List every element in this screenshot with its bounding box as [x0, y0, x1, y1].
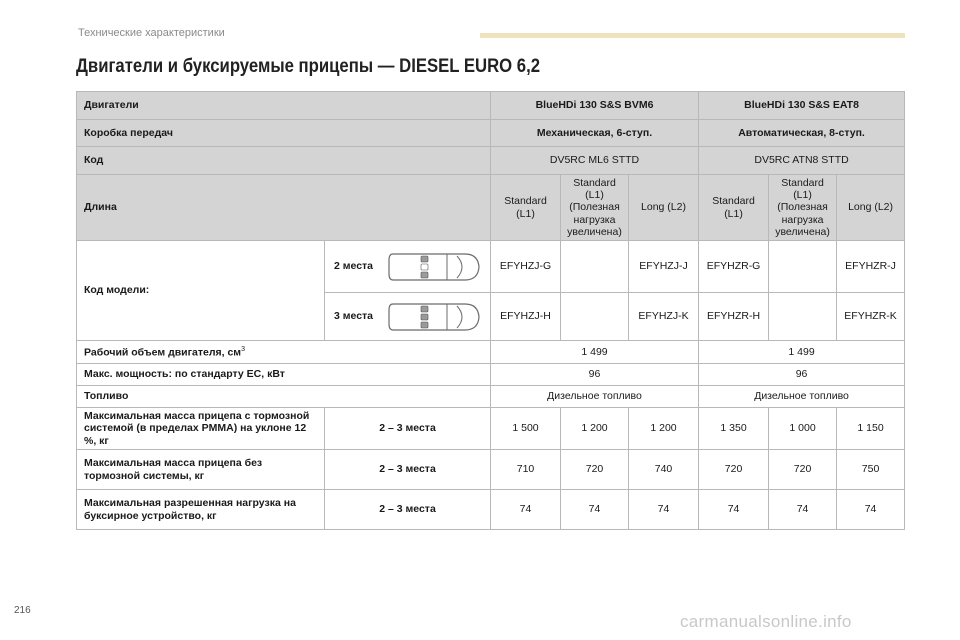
model-3-col-1: EFYHZJ-H: [491, 293, 561, 341]
braked-col-4: 1 350: [699, 408, 769, 450]
length-col-6: Long (L2): [837, 175, 905, 241]
model-code-label: Код модели:: [77, 241, 325, 341]
length-col-5: Standard (L1) (Полезная нагрузка увеличена): [769, 175, 837, 241]
seats-2-cell: [325, 241, 491, 293]
page-number: 216: [14, 605, 31, 616]
unbraked-col-1: 710: [491, 450, 561, 490]
table-row: [77, 241, 905, 293]
towbar-col-6: 74: [837, 490, 905, 530]
towbar-col-5: 74: [769, 490, 837, 530]
engine-1-name: BlueHDi 130 S&S BVM6: [491, 92, 699, 120]
displacement-2: 1 499: [699, 341, 905, 364]
braked-seats: 2 – 3 места: [325, 408, 491, 450]
towbar-col-1: 74: [491, 490, 561, 530]
van-top-view-3-seats-icon: [387, 300, 481, 334]
table-row: [77, 490, 905, 530]
towbar-col-4: 74: [699, 490, 769, 530]
model-2-col-2: [561, 241, 629, 293]
braked-col-3: 1 200: [629, 408, 699, 450]
model-2-col-1: EFYHZJ-G: [491, 241, 561, 293]
table-row: [77, 408, 905, 450]
displacement-label: Рабочий объем двигателя, $см^3$: [77, 341, 491, 364]
model-3-col-3: EFYHZJ-K: [629, 293, 699, 341]
length-col-3: Long (L2): [629, 175, 699, 241]
power-1: 96: [491, 364, 699, 386]
engine-2-name: BlueHDi 130 S&S EAT8: [699, 92, 905, 120]
model-2-col-6: EFYHZR-J: [837, 241, 905, 293]
engines-label: Двигатели: [77, 92, 491, 120]
table-row: [77, 341, 905, 364]
table-row: [77, 450, 905, 490]
model-3-col-5: [769, 293, 837, 341]
table-row: [77, 147, 905, 175]
gearbox-2: Автоматическая, 8-ступ.: [699, 120, 905, 147]
watermark: carmanualsonline.info: [680, 612, 852, 631]
seats-2-label: 2 места: [333, 260, 374, 273]
code-1: DV5RC ML6 STTD: [491, 147, 699, 175]
towbar-label: Максимальная разрешенная нагрузка на буксирное устройство, кг: [77, 490, 325, 530]
model-2-col-4: EFYHZR-G: [699, 241, 769, 293]
braked-label: Максимальная масса прицепа с тормозной системой (в пределах PMMA) на уклоне 12 %, кг: [77, 408, 325, 450]
power-2: 96: [699, 364, 905, 386]
unbraked-label: Максимальная масса прицепа без тормозной системы, кг: [77, 450, 325, 490]
length-col-4: Standard (L1): [699, 175, 769, 241]
fuel-1: Дизельное топливо: [491, 386, 699, 408]
seats-3-cell: [325, 293, 491, 341]
model-3-col-6: EFYHZR-K: [837, 293, 905, 341]
braked-col-6: 1 150: [837, 408, 905, 450]
unbraked-seats: 2 – 3 места: [325, 450, 491, 490]
code-label: Код: [77, 147, 491, 175]
unbraked-col-6: 750: [837, 450, 905, 490]
braked-col-1: 1 500: [491, 408, 561, 450]
header-accent-bar: [480, 33, 905, 38]
table-row: [77, 120, 905, 147]
length-col-2: Standard (L1) (Полезная нагрузка увеличена): [561, 175, 629, 241]
unbraked-col-4: 720: [699, 450, 769, 490]
code-2: DV5RC ATN8 STTD: [699, 147, 905, 175]
power-label: Макс. мощность: по стандарту ЕС, кВт: [77, 364, 491, 386]
length-col-1: Standard (L1): [491, 175, 561, 241]
fuel-label: Топливо: [77, 386, 491, 408]
van-top-view-2-seats-icon: [387, 250, 481, 284]
table-row: [77, 92, 905, 120]
length-label: Длина: [77, 175, 491, 241]
section-header: Технические характеристики: [78, 27, 225, 39]
fuel-2: Дизельное топливо: [699, 386, 905, 408]
unbraked-col-5: 720: [769, 450, 837, 490]
model-3-col-2: [561, 293, 629, 341]
towbar-col-2: 74: [561, 490, 629, 530]
model-3-col-4: EFYHZR-H: [699, 293, 769, 341]
braked-col-5: 1 000: [769, 408, 837, 450]
unbraked-col-3: 740: [629, 450, 699, 490]
seats-3-label: 3 места: [333, 310, 374, 323]
towbar-seats: 2 – 3 места: [325, 490, 491, 530]
towbar-col-3: 74: [629, 490, 699, 530]
model-2-col-3: EFYHZJ-J: [629, 241, 699, 293]
table-row: [77, 386, 905, 408]
gearbox-label: Коробка передач: [77, 120, 491, 147]
displacement-1: 1 499: [491, 341, 699, 364]
braked-col-2: 1 200: [561, 408, 629, 450]
gearbox-1: Механическая, 6-ступ.: [491, 120, 699, 147]
table-row: [77, 175, 905, 241]
unbraked-col-2: 720: [561, 450, 629, 490]
model-2-col-5: [769, 241, 837, 293]
table-row: [77, 364, 905, 386]
engine-spec-table: [76, 91, 905, 530]
page-title: Двигатели и буксируемые прицепы — DIESEL EURO 6,2: [76, 56, 541, 77]
